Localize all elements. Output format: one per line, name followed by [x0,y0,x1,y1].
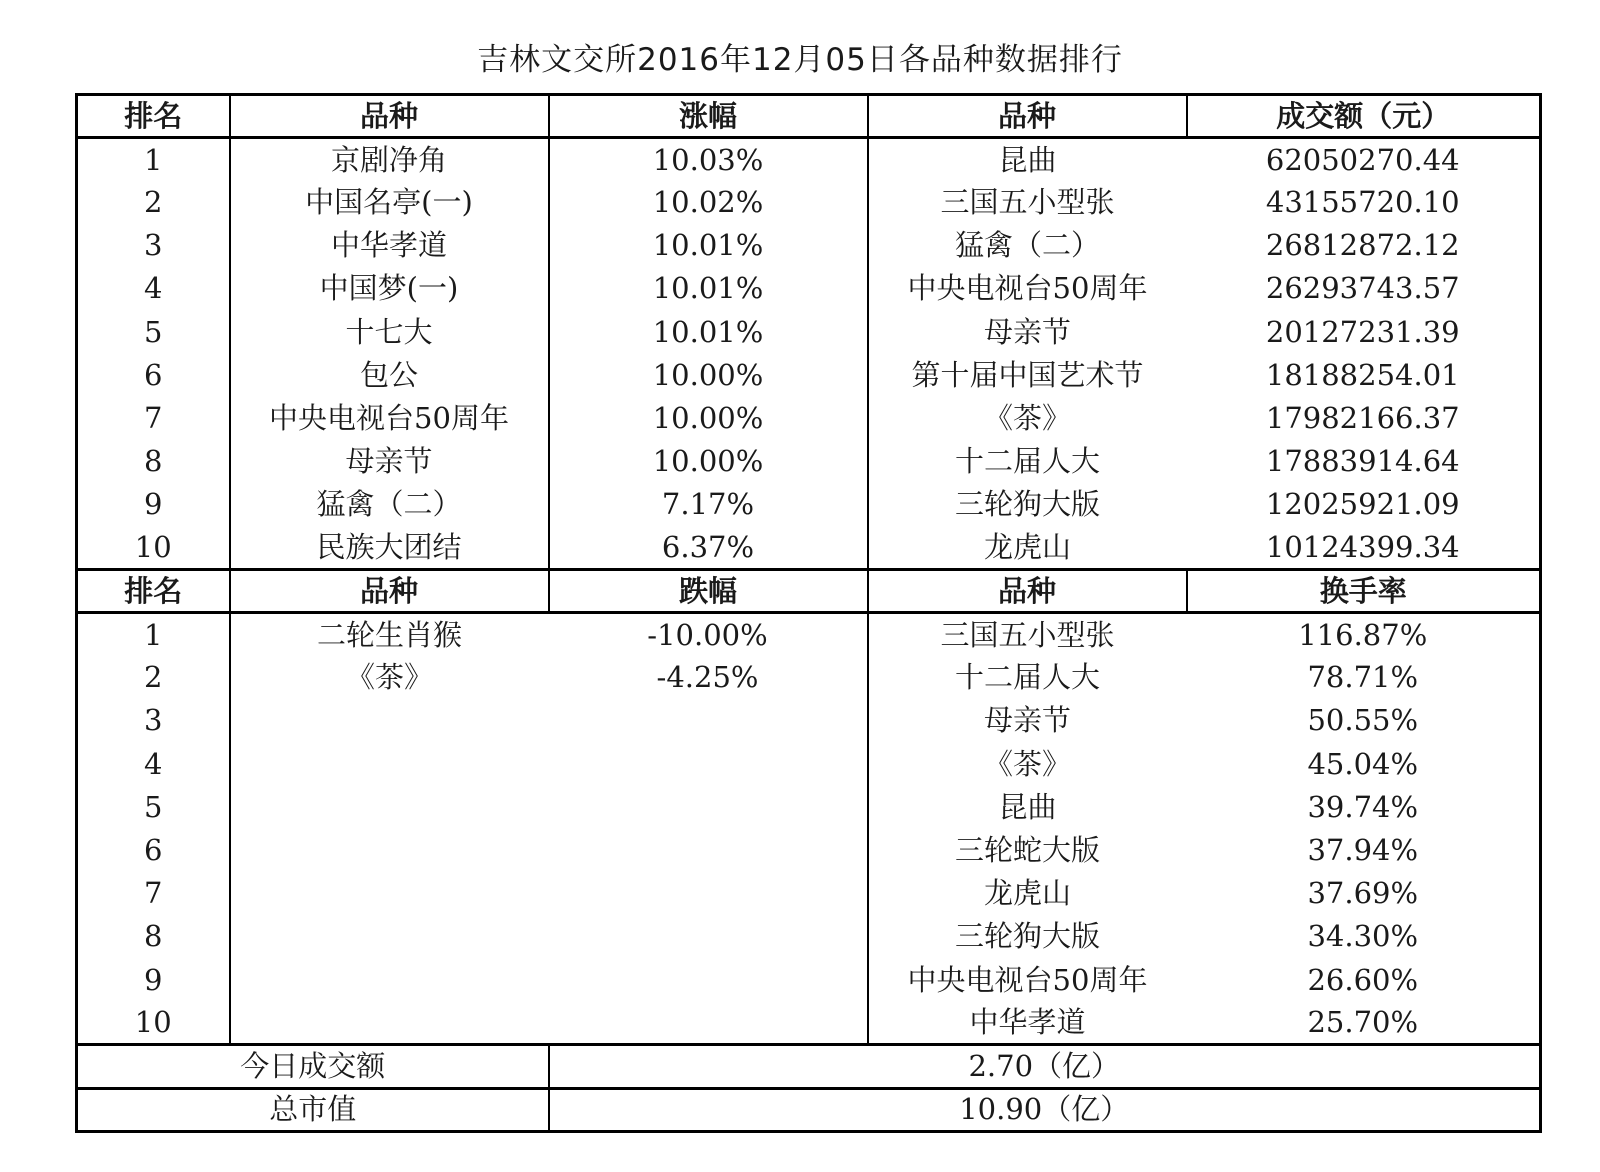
table-row [77,915,1541,958]
right-value-cell: 45.04% [1187,743,1541,786]
right-value-cell: 34.30% [1187,915,1541,958]
right-value-cell: 12025921.09 [1187,483,1541,526]
left-name-cell [230,743,549,786]
section2-header-row [77,570,1541,613]
left-value-cell: 10.03% [549,138,868,181]
left-name-cell: 中华孝道 [230,224,549,267]
right-name-cell: 中央电视台50周年 [868,959,1187,1002]
left-name-cell: 中国梦(一) [230,267,549,310]
market-cap-row [77,1088,1541,1131]
rank-cell: 2 [77,656,230,699]
left-name-cell: 中央电视台50周年 [230,397,549,440]
left-value-cell [549,786,868,829]
right-value-cell: 37.94% [1187,829,1541,872]
left-value-cell: 6.37% [549,527,868,570]
left-name-cell: 猛禽（二） [230,483,549,526]
right-name-cell: 中华孝道 [868,1002,1187,1045]
rank-cell: 7 [77,872,230,915]
rank-cell: 10 [77,1002,230,1045]
market-cap-value: 10.90（亿） [549,1088,1541,1131]
market-cap-label: 总市值 [77,1088,549,1131]
left-value-cell [549,959,868,1002]
rank-cell: 8 [77,915,230,958]
left-name-cell: 京剧净角 [230,138,549,181]
left-value-cell: 10.01% [549,311,868,354]
left-value-cell: 10.01% [549,224,868,267]
rank-cell: 3 [77,224,230,267]
rank-cell: 8 [77,440,230,483]
left-value-cell: -4.25% [656,660,759,695]
header-name-left: 品种 [230,95,549,138]
left-value-cell: 10.00% [549,354,868,397]
right-value-cell: 37.69% [1187,872,1541,915]
right-value-cell: 39.74% [1187,786,1541,829]
left-value-cell: 10.00% [549,397,868,440]
left-name-cell: 二轮生肖猴 [230,613,549,656]
right-value-cell: 26.60% [1187,959,1541,1002]
left-name-cell [230,829,549,872]
table-row [77,354,1541,397]
header-rank: 排名 [77,95,230,138]
right-name-cell: 母亲节 [868,699,1187,742]
table-row [77,959,1541,1002]
right-name-cell: 三国五小型张 [868,613,1187,656]
table-row [77,613,1541,656]
header-name-right: 品种 [868,95,1187,138]
today-volume-value: 2.70（亿） [549,1045,1541,1088]
left-name-cell [230,1002,549,1045]
rank-cell: 6 [77,829,230,872]
table-row [77,138,1541,181]
right-value-cell: 17982166.37 [1187,397,1541,440]
rank-cell: 1 [77,138,230,181]
rank-cell: 4 [77,267,230,310]
today-volume-row [77,1045,1541,1088]
rank-cell: 9 [77,483,230,526]
table-row [77,267,1541,310]
right-value-cell: 116.87% [1187,613,1541,656]
left-name-cell: 民族大团结 [230,527,549,570]
right-name-cell: 龙虎山 [868,527,1187,570]
table-row [77,872,1541,915]
rank-cell: 9 [77,959,230,1002]
rank-cell: 5 [77,311,230,354]
right-name-cell: 中央电视台50周年 [868,267,1187,310]
rank-cell: 1 [77,613,230,656]
rank-cell: 5 [77,786,230,829]
left-name-cell: 《茶》 [230,656,549,699]
right-value-cell: 78.71% [1187,656,1541,699]
left-value-cell: 7.17% [549,483,868,526]
left-name-cell [230,699,549,742]
left-value-cell [549,743,868,786]
right-name-cell: 《茶》 [868,397,1187,440]
header-metric-left: 跌幅 [549,570,868,613]
right-name-cell: 母亲节 [868,311,1187,354]
left-name-cell [230,786,549,829]
right-name-cell: 龙虎山 [868,872,1187,915]
table-row [77,311,1541,354]
rank-cell: 2 [77,181,230,224]
right-name-cell: 猛禽（二） [868,224,1187,267]
header-metric-right: 成交额（元） [1187,95,1541,138]
right-value-cell: 43155720.10 [1187,181,1541,224]
right-value-cell: 17883914.64 [1187,440,1541,483]
rank-cell: 7 [77,397,230,440]
today-volume-label: 今日成交额 [77,1045,549,1088]
table-row [77,397,1541,440]
right-name-cell: 昆曲 [868,786,1187,829]
right-name-cell: 十二届人大 [868,656,1187,699]
left-value-cell [549,829,868,872]
table-row [77,786,1541,829]
right-name-cell: 三国五小型张 [868,181,1187,224]
right-name-cell: 昆曲 [868,138,1187,181]
page-title: 吉林文交所2016年12月05日各品种数据排行 [477,42,1123,78]
ranking-table [75,93,1542,1133]
table-row [77,829,1541,872]
header-rank: 排名 [77,570,230,613]
header-metric-right: 换手率 [1187,570,1541,613]
table-row [77,1002,1541,1045]
left-name-cell [230,915,549,958]
table-row [77,483,1541,526]
right-name-cell: 《茶》 [868,743,1187,786]
right-value-cell: 18188254.01 [1187,354,1541,397]
left-value-cell: 10.01% [549,267,868,310]
left-name-cell: 母亲节 [230,440,549,483]
rank-cell: 4 [77,743,230,786]
header-name-right: 品种 [868,570,1187,613]
right-value-cell: 62050270.44 [1187,138,1541,181]
right-value-cell: 26293743.57 [1187,267,1541,310]
left-value-cell: 10.00% [549,440,868,483]
left-name-cell: 中国名亭(一) [230,181,549,224]
rank-cell: 10 [77,527,230,570]
table-row [77,699,1541,742]
table-row [77,181,1541,224]
table-row [77,224,1541,267]
right-value-cell: 20127231.39 [1187,311,1541,354]
table-row [77,440,1541,483]
right-value-cell: 25.70% [1187,1002,1541,1045]
right-name-cell: 三轮狗大版 [868,915,1187,958]
header-name-left: 品种 [230,570,549,613]
right-value-cell: 50.55% [1187,699,1541,742]
left-value-cell: 10.02% [549,181,868,224]
rank-cell: 3 [77,699,230,742]
table-row [77,527,1541,570]
table-row [77,656,1541,699]
left-name-cell: 十七大 [230,311,549,354]
right-value-cell: 10124399.34 [1187,527,1541,570]
left-value-cell [549,1002,868,1045]
left-name-cell: 包公 [230,354,549,397]
section1-header-row [77,95,1541,138]
table-row [77,743,1541,786]
left-value-cell [549,915,868,958]
left-name-cell [230,959,549,1002]
rank-cell: 6 [77,354,230,397]
right-name-cell: 第十届中国艺术节 [868,354,1187,397]
left-value-cell [549,699,868,742]
right-value-cell: 26812872.12 [1187,224,1541,267]
left-name-cell [230,872,549,915]
header-metric-left: 涨幅 [549,95,868,138]
right-name-cell: 十二届人大 [868,440,1187,483]
right-name-cell: 三轮蛇大版 [868,829,1187,872]
left-value-cell [549,872,868,915]
left-value-cell: -10.00% [647,617,768,652]
right-name-cell: 三轮狗大版 [868,483,1187,526]
